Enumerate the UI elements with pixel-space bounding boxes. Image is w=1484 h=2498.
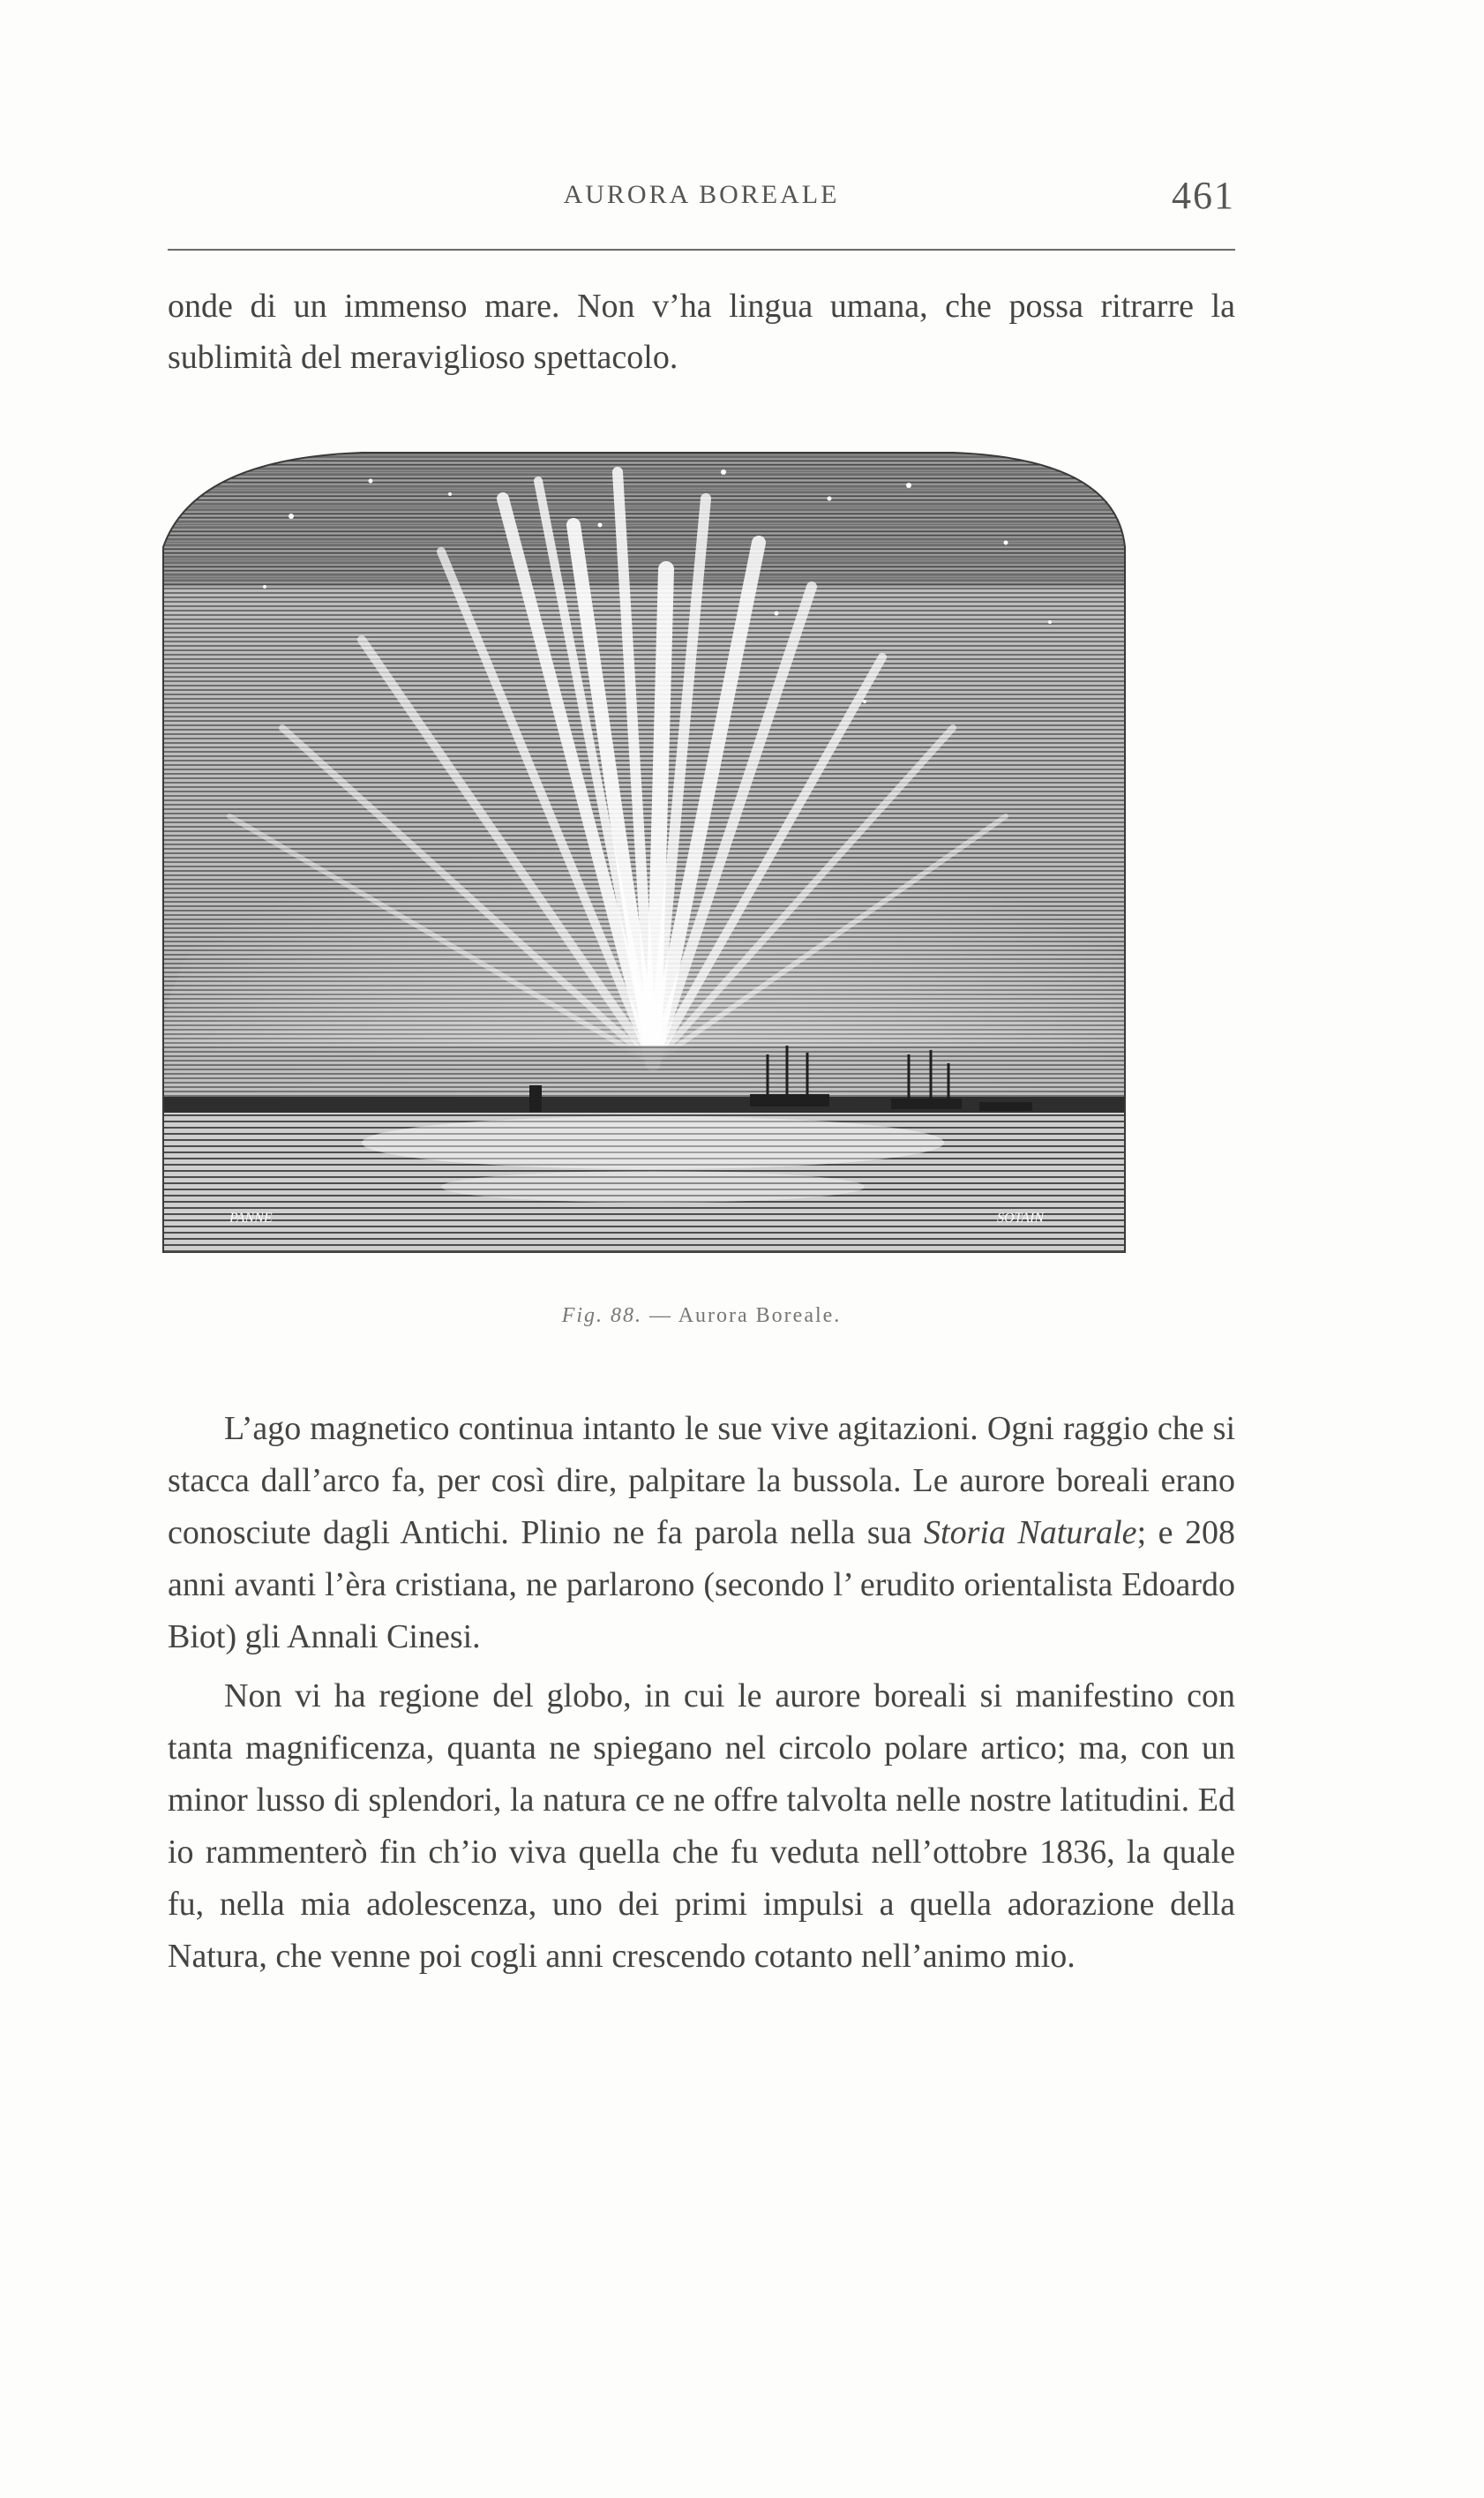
caption-title: Aurora Boreale. [678, 1304, 842, 1327]
engraver-signature-left: PANNE [229, 1211, 273, 1226]
figure-caption [168, 1304, 1235, 1328]
aurora-illustration [159, 446, 1129, 1253]
body-text [168, 1403, 1235, 1983]
figure-label: Fig. 88. [561, 1304, 643, 1327]
running-title: AURORA BOREALE [563, 180, 840, 209]
paragraph1-part1: L’ago magnetico continua intanto le sue vive agitazioni. Ogni raggio che si stacca dall’arco fa, per così dire, palpitare la bussola. Le aurore boreali erano conosciute dagli Antichi. Plinio ne fa parola nella sua [168, 1410, 1235, 1551]
aurora-engraving [159, 446, 1129, 1253]
storia-naturale-title: Storia Naturale [924, 1514, 1137, 1551]
opening-paragraph [168, 281, 1235, 383]
engraver-signature-right: SOTAIN [997, 1211, 1045, 1226]
page-number: 461 [1172, 174, 1235, 217]
header-rule [168, 249, 1235, 251]
opening-text: onde di un immenso mare. Non v’ha lingua umana, che possa ritrarre la sublimità del meraviglioso spettacolo. [168, 288, 1235, 376]
paragraph-globe-regions: Non vi ha regione del globo, in cui le aurore boreali si manifestino con tanta magnificenza, quanta ne spiegano nel circolo polare artico; ma, con un minor lusso di splendori, la natura ce ne offre talvolta nelle nostre latitudini. Ed io rammenterò fin ch’io viva quella che fu veduta nell’ottobre 1836, la quale fu, nella mia adolescenza, uno dei primi impulsi a quella adorazione della Natura, che venne poi cogli anni crescendo cotanto nell’animo mio. [168, 1677, 1235, 1975]
caption-separator: — [642, 1304, 678, 1327]
paragraph1-part2: ; e 208 anni avanti l’èra cristiana, ne parlarono (secondo l’ erudito orientalista Edoardo Biot) gli Annali Cinesi. [168, 1514, 1235, 1655]
paragraph-magnetic-needle [168, 1403, 1235, 1663]
running-head [168, 173, 1235, 226]
